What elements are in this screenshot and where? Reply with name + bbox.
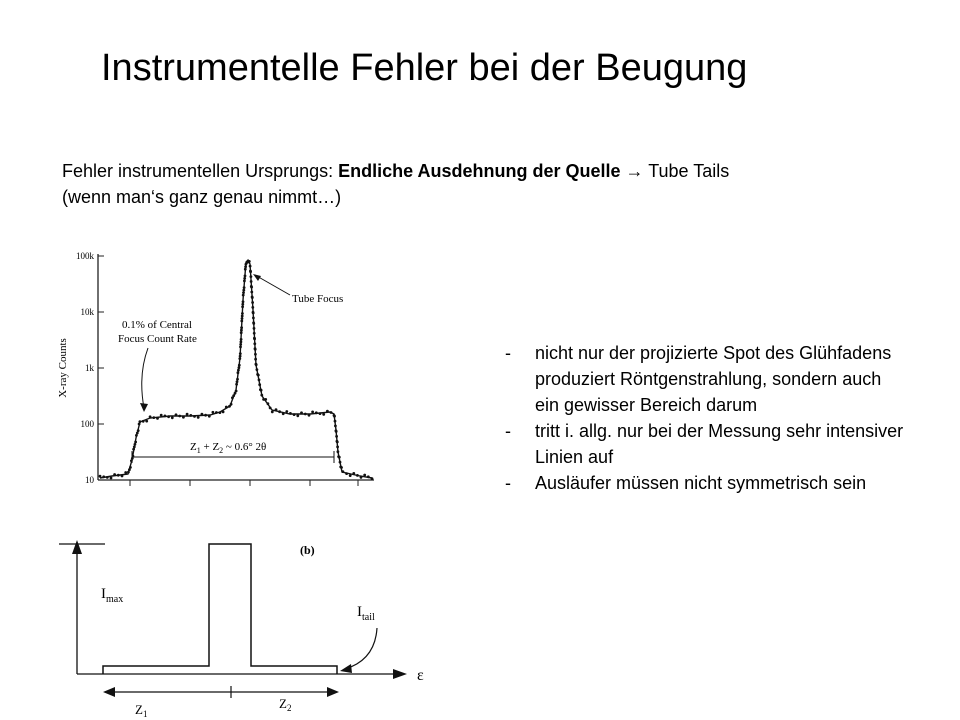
scan-point: [212, 411, 215, 414]
scan-point: [132, 448, 135, 451]
scan-point: [129, 466, 132, 469]
scan-point: [349, 474, 352, 477]
scan-point: [237, 369, 240, 372]
itail-label: $I_{tail}$: [357, 604, 375, 623]
scan-point: [133, 446, 136, 449]
scan-point: [138, 423, 141, 426]
bullet-item: [505, 340, 905, 418]
scan-point: [242, 291, 245, 294]
scan-point: [236, 378, 239, 381]
annotation-tube-focus: Tube Focus: [292, 293, 344, 305]
scan-point: [222, 411, 225, 414]
scan-point: [260, 389, 263, 392]
x-tick-marks: [130, 480, 358, 486]
scan-point: [235, 390, 238, 393]
scan-point: [240, 338, 243, 341]
scan-point: [337, 450, 340, 453]
scan-point: [336, 441, 339, 444]
scan-point: [178, 415, 181, 418]
scan-point: [236, 380, 239, 383]
tube-tail-schematic: [55, 528, 450, 720]
scan-point: [235, 383, 238, 386]
scan-point: [117, 474, 120, 477]
scan-point: [367, 475, 370, 478]
scan-point: [338, 456, 341, 459]
scan-point: [139, 420, 142, 423]
scan-point: [197, 416, 200, 419]
width-label: $Z_1 + Z_2$ ~ 0.6° 2θ: [190, 441, 267, 455]
x-arrow-head: [393, 669, 407, 679]
scan-point: [258, 383, 261, 386]
scan-point: [260, 394, 263, 397]
scan-point: [239, 355, 242, 358]
scan-point: [360, 476, 363, 479]
scan-point: [124, 471, 127, 474]
scan-point: [253, 332, 256, 335]
scan-point: [248, 260, 251, 263]
scan-point: [243, 277, 246, 280]
arrow-head: [253, 274, 261, 281]
scan-point: [238, 366, 241, 369]
scan-point: [241, 305, 244, 308]
y-arrow-head: [72, 540, 82, 554]
arrow-head: [140, 403, 148, 412]
scan-point: [249, 270, 252, 273]
scan-point: [251, 301, 254, 304]
scan-point: [254, 358, 257, 361]
scan-point: [137, 429, 140, 432]
scan-point: [113, 473, 116, 476]
scan-point: [300, 411, 303, 414]
scan-point: [167, 415, 170, 418]
itail-arrow-head: [340, 664, 352, 673]
scan-point: [171, 416, 174, 419]
scan-point: [363, 474, 366, 477]
scan-point: [319, 412, 322, 415]
scan-point: [342, 470, 345, 473]
y-tick-label: 100: [80, 419, 94, 429]
y-tick-label: 1k: [85, 363, 94, 373]
scan-point: [239, 346, 242, 349]
scan-point: [271, 411, 274, 414]
scan-point: [249, 265, 252, 268]
scan-point: [156, 417, 159, 420]
y-tick-label: 10: [85, 475, 94, 485]
scan-point: [352, 472, 355, 475]
scan-point: [264, 398, 267, 401]
scan-point: [239, 352, 242, 355]
scan-point: [225, 406, 228, 409]
scan-point: [333, 415, 336, 418]
bullet-item: [505, 418, 905, 470]
intro-bold: Endliche Ausdehnung der Quelle: [338, 161, 621, 181]
scan-point: [285, 410, 288, 413]
scan-point: [193, 415, 196, 418]
scan-point: [237, 371, 240, 374]
scan-point: [335, 430, 338, 433]
scan-point: [134, 443, 137, 446]
scan-point: [106, 476, 109, 479]
z1-label: $Z_1$: [135, 702, 148, 719]
scan-point: [230, 403, 233, 406]
scan-point: [152, 416, 155, 419]
bullet-item: [505, 470, 905, 496]
scan-point: [258, 379, 261, 382]
scan-point: [134, 441, 137, 444]
scan-point: [250, 286, 253, 289]
scan-point: [242, 289, 245, 292]
scan-point: [253, 342, 256, 345]
scan-point: [208, 415, 211, 418]
scan-point: [238, 357, 241, 360]
arrow-tube-focus: [255, 275, 290, 295]
intro-suffix: Tube Tails: [643, 161, 730, 181]
z2-label: $Z_2$: [279, 696, 292, 713]
scan-point: [240, 326, 243, 329]
scan-point: [238, 364, 241, 367]
scan-point: [356, 474, 359, 477]
scan-point: [240, 331, 243, 334]
scan-point: [330, 411, 333, 414]
scan-point: [244, 265, 247, 268]
schematic-profile: [103, 544, 337, 674]
scan-point: [326, 410, 329, 413]
scan-point: [242, 294, 245, 297]
scan-point: [201, 413, 204, 416]
epsilon-label: ε: [417, 667, 424, 684]
annotation-tail-line1: 0.1% of Central: [122, 319, 192, 331]
scan-point: [160, 414, 163, 417]
scan-point: [253, 338, 256, 341]
scan-point: [243, 280, 246, 283]
scan-point: [250, 275, 253, 278]
intro-prefix: Fehler instrumentellen Ursprungs:: [62, 161, 339, 181]
scan-point: [250, 280, 253, 283]
imax-label: $I_{max}$: [101, 586, 124, 605]
scan-point: [251, 306, 254, 309]
scan-point: [110, 477, 113, 480]
scan-point: [275, 408, 278, 411]
annotation-tail-line2: Focus Count Rate: [118, 333, 197, 345]
bullet-marker: -: [505, 421, 511, 441]
scan-point: [254, 353, 257, 356]
scan-point: [340, 466, 343, 469]
tube-tail-plot: [40, 240, 385, 490]
y-tick-label: 100k: [76, 251, 94, 261]
scan-point: [99, 475, 102, 478]
itail-arrow: [345, 628, 377, 669]
y-tick-label: 10k: [80, 307, 94, 317]
scan-point: [219, 411, 222, 414]
scan-point: [252, 322, 255, 325]
scan-point: [293, 413, 296, 416]
panel-label-b: (b): [300, 543, 315, 557]
scan-point: [311, 411, 314, 414]
scan-point: [371, 477, 374, 480]
scan-point: [186, 413, 189, 416]
scan-point: [175, 413, 178, 416]
scan-point: [334, 420, 337, 423]
scan-point: [242, 300, 245, 303]
arrow-tail: [142, 348, 148, 408]
scan-point: [164, 415, 167, 418]
scan-point: [322, 413, 325, 416]
scan-point: [204, 414, 207, 417]
scan-point: [241, 315, 244, 318]
bullet-text: nicht nur der projizierte Spot des Glühfadens produziert Röntgenstrahlung, sondern auch ein gewisser Bereich darum: [535, 343, 892, 415]
scan-point: [252, 317, 255, 320]
scan-point: [189, 414, 192, 417]
scan-point: [269, 407, 272, 410]
scan-point: [241, 303, 244, 306]
scan-point: [315, 411, 318, 414]
scan-point: [335, 435, 338, 438]
scan-point: [336, 446, 339, 449]
scan-point: [241, 317, 244, 320]
y-tick-marks: [98, 256, 104, 480]
bullet-text: tritt i. allg. nur bei der Messung sehr intensiver Linien auf: [535, 421, 904, 467]
scan-point: [252, 312, 255, 315]
scan-point: [267, 402, 270, 405]
scan-point: [142, 420, 145, 423]
scan-point: [182, 416, 185, 419]
scan-point: [135, 434, 138, 437]
scan-point: [289, 412, 292, 415]
scan-point: [149, 415, 152, 418]
intro-text: [62, 158, 902, 210]
scan-point: [240, 329, 243, 332]
scan-point: [244, 275, 247, 278]
scan-point: [345, 472, 348, 475]
scan-point: [257, 374, 260, 377]
scan-point: [253, 327, 256, 330]
scan-point: [304, 413, 307, 416]
bullet-marker: -: [505, 473, 511, 493]
scan-point: [136, 432, 139, 435]
scan-point: [240, 320, 243, 323]
intro-line2: (wenn man‘s ganz genau nimmt…): [62, 187, 342, 207]
scan-point: [244, 268, 247, 271]
scan-point: [308, 414, 311, 417]
scan-point: [251, 296, 254, 299]
y-axis-label: X-ray Counts: [57, 338, 69, 398]
scan-point: [239, 343, 242, 346]
bullet-text: Ausläufer müssen nicht symmetrisch sein: [535, 473, 867, 493]
bullet-marker: -: [505, 343, 511, 363]
scan-point: [278, 410, 281, 413]
scan-point: [121, 475, 124, 478]
scan-point: [145, 420, 148, 423]
scan-point: [339, 461, 342, 464]
scan-point: [282, 412, 285, 415]
scan-point: [334, 425, 337, 428]
scan-point: [102, 475, 105, 478]
scan-point: [254, 348, 257, 351]
slide-title: Instrumentelle Fehler bei der Beugung: [101, 47, 748, 89]
scan-point: [241, 312, 244, 315]
scan-point: [256, 368, 259, 371]
right-arrow-icon: →: [625, 161, 644, 181]
scan-point: [215, 411, 218, 414]
scan-point: [255, 363, 258, 366]
bullet-list: [505, 340, 905, 496]
scan-point: [296, 414, 299, 417]
scan-point: [240, 341, 243, 344]
scan-point: [243, 286, 246, 289]
scan-point: [127, 471, 130, 474]
scan-point: [250, 291, 253, 294]
